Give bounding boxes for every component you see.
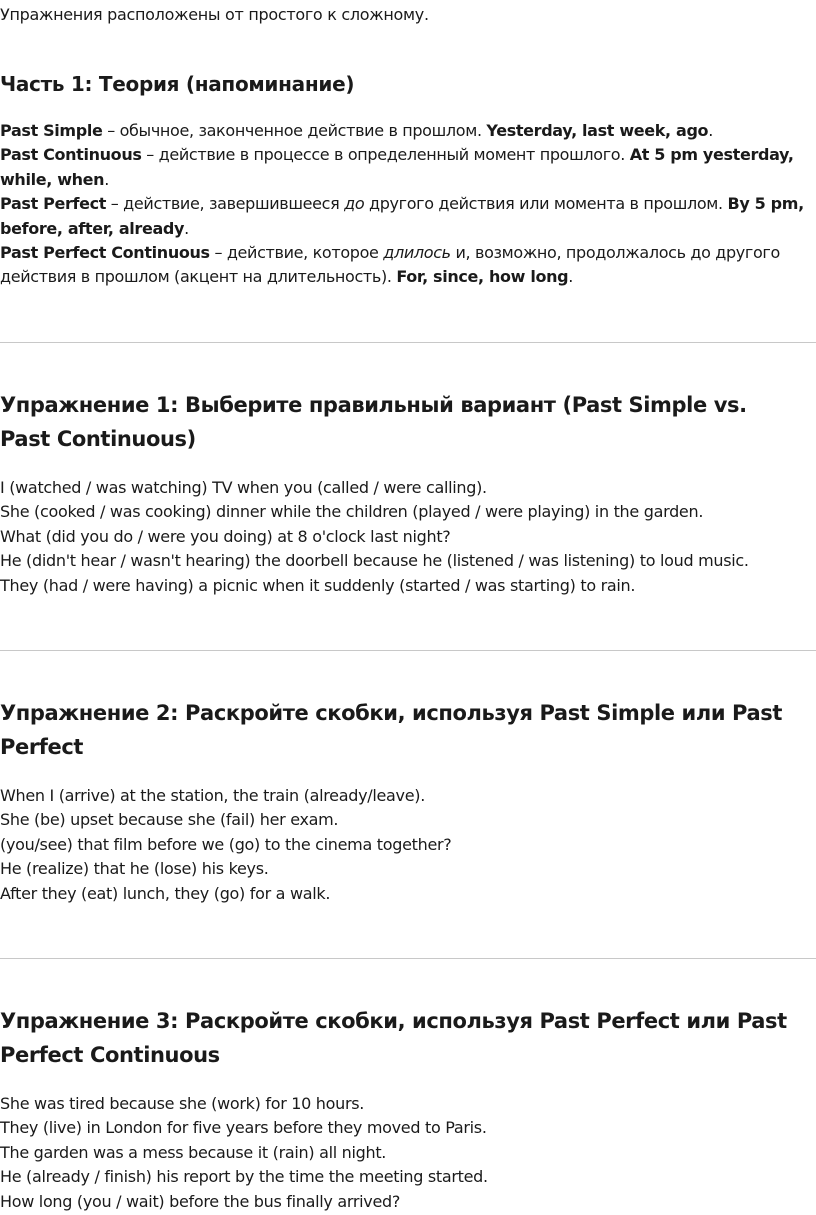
exercise-2-sentences [0,784,816,906]
tense-description: – действие, которое [209,243,384,263]
exercise-sentence: I (watched / was watching) TV when you (called / were calling). [0,478,487,497]
theory-item [0,143,816,192]
exercise-sentence: He (realize) that he (lose) his keys. [0,859,269,879]
sentence-end: . [568,267,573,287]
tense-description: – действие, завершившееся [106,194,345,214]
tense-description-cont: и, возможно, продолжалось до другого действия в прошлом (акцент на длительность). [0,243,780,287]
theory-item [0,192,816,241]
section-divider [0,342,816,343]
sentence-end: . [104,169,109,189]
exercise-sentence: He (didn't hear / wasn't hearing) the doorbell because he (listened / was listening) to loud music. [0,551,749,571]
exercise-3-sentences [0,1092,816,1214]
exercise-sentence: She was tired because she (work) for 10 hours. [0,1094,365,1113]
time-markers: For, since, how long [396,267,569,287]
exercise-3-title: Упражнение 3: Раскройте скобки, используя Past Perfect или Past Perfect Continuous [0,1009,787,1067]
theory-heading: Часть 1: Теория (напоминание) [0,72,355,96]
exercise-sentence: The garden was a mess because it (rain) all night. [0,1142,387,1162]
sentence-end: . [184,218,189,238]
exercise-sentence: They (live) in London for five years before they moved to Paris. [0,1118,487,1138]
time-markers: Yesterday, last week, ago [486,121,709,140]
exercise-sentence: What (did you do / were you doing) at 8 o'clock last night? [0,526,451,546]
tense-description: – действие в процессе в определенный момент прошлого. [141,145,630,165]
tense-term: Past Perfect Continuous [0,243,210,263]
exercise-sentence: She (be) upset because she (fail) her exam. [0,810,339,830]
exercise-sentence: (you/see) that film before we (go) to the cinema together? [0,834,452,854]
exercise-sentence: After they (eat) lunch, they (go) for a walk. [0,883,331,903]
theory-item [0,241,816,290]
exercise-sentence: When I (arrive) at the station, the train (already/leave). [0,786,425,805]
theory-section [0,119,816,290]
exercise-sentence: They (had / were having) a picnic when it suddenly (started / was starting) to rain. [0,575,636,595]
section-divider [0,650,816,651]
sentence-end: . [708,121,713,140]
emphasis-word: до [344,194,365,214]
tense-term: Past Perfect [0,194,107,214]
exercise-sentence: How long (you / wait) before the bus finally arrived? [0,1191,401,1211]
exercise-2-title: Упражнение 2: Раскройте скобки, используя Past Simple или Past Perfect [0,701,782,759]
theory-item [0,119,816,143]
tense-term: Past Simple [0,121,103,140]
tense-description: – обычное, законченное действие в прошлом. [102,121,487,140]
exercise-sentence: She (cooked / was cooking) dinner while the children (played / were playing) in the garden. [0,502,704,522]
intro-text: Упражнения расположены от простого к сложному. [0,5,429,24]
exercise-sentence: He (already / finish) his report by the time the meeting started. [0,1167,488,1187]
exercise-1-sentences [0,476,816,598]
time-markers: By 5 pm, before, after, already [0,194,804,238]
section-divider [0,958,816,959]
tense-description-cont: другого действия или момента в прошлом. [364,194,728,214]
tense-term: Past Continuous [0,145,142,165]
time-markers: At 5 pm yesterday, while, when [0,145,794,189]
emphasis-word: длилось [383,243,451,263]
exercise-1-title: Упражнение 1: Выберите правильный вариант (Past Simple vs. Past Continuous) [0,393,747,451]
